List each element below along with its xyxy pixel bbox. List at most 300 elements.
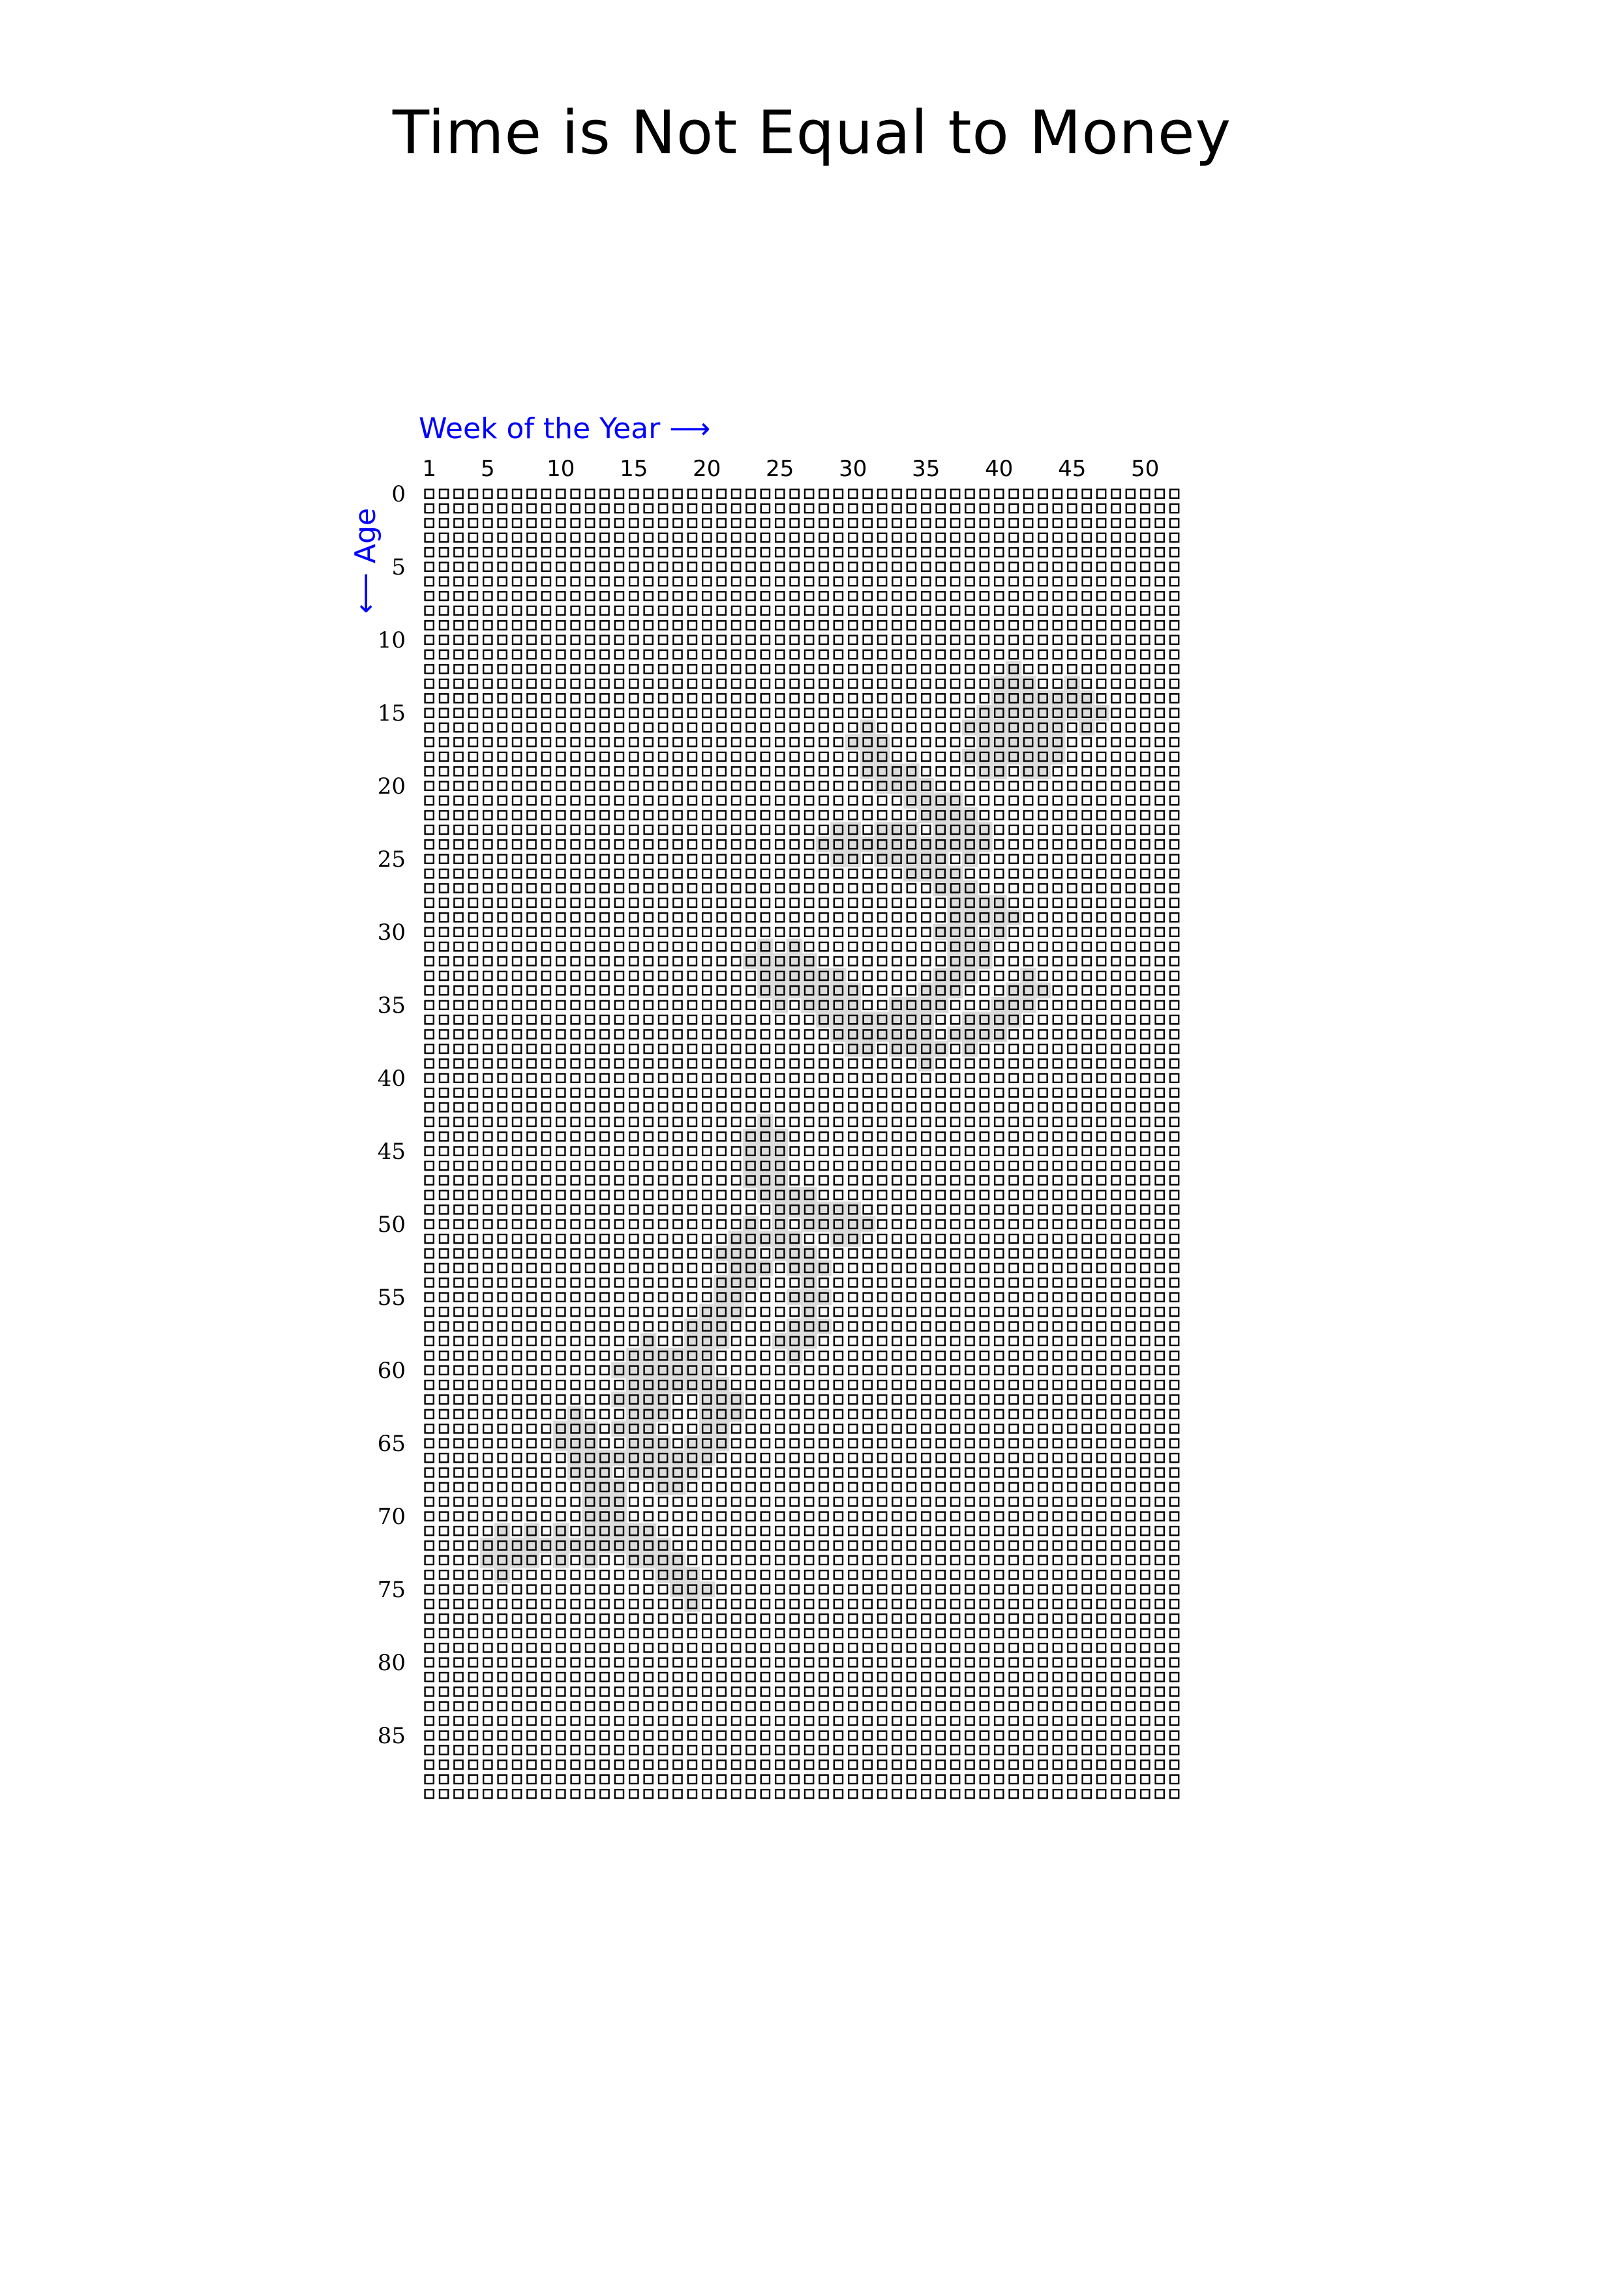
week-box <box>629 1059 638 1068</box>
week-box <box>1068 1439 1076 1448</box>
week-box <box>1170 1454 1179 1462</box>
week-box <box>878 606 886 615</box>
week-box <box>600 518 609 527</box>
week-box <box>1083 1702 1091 1711</box>
week-box <box>819 1585 828 1594</box>
week-box <box>498 811 507 819</box>
week-box <box>1053 1308 1062 1316</box>
week-box <box>864 680 872 688</box>
week-box <box>586 709 594 717</box>
week-box <box>629 1118 638 1126</box>
week-box <box>892 577 901 586</box>
week-box <box>1097 1614 1105 1623</box>
week-box <box>805 1658 813 1667</box>
week-box <box>864 548 872 556</box>
week-box <box>513 1351 521 1360</box>
week-box <box>922 942 930 951</box>
week-box <box>1126 1351 1135 1360</box>
week-box <box>586 1322 594 1330</box>
week-box <box>1097 490 1105 498</box>
week-box <box>702 1556 711 1564</box>
week-box <box>688 1512 697 1521</box>
week-box <box>454 1512 462 1521</box>
week-box <box>659 621 667 629</box>
week-box <box>1111 1658 1120 1667</box>
highlight-cell <box>582 1479 597 1495</box>
week-box <box>454 1118 462 1126</box>
week-box <box>1126 1643 1135 1652</box>
week-box <box>834 767 843 775</box>
week-box <box>732 1351 740 1360</box>
week-box <box>1068 1176 1076 1184</box>
week-box <box>571 490 580 498</box>
week-box <box>469 591 477 600</box>
week-box <box>556 636 565 644</box>
week-box <box>834 1045 843 1053</box>
week-box <box>1010 1424 1018 1433</box>
week-box <box>629 1074 638 1083</box>
week-box <box>1126 1658 1135 1667</box>
week-box <box>1097 899 1105 907</box>
week-box <box>571 1673 580 1681</box>
week-box <box>513 680 521 688</box>
week-box <box>1010 1205 1018 1214</box>
week-box <box>571 1234 580 1243</box>
week-box <box>702 884 711 892</box>
week-box <box>1126 1716 1135 1725</box>
week-box <box>469 1483 477 1491</box>
week-box <box>483 972 492 980</box>
week-box <box>717 1074 726 1083</box>
week-box <box>922 1234 930 1243</box>
week-box <box>527 723 535 732</box>
week-box <box>951 1074 959 1083</box>
week-box <box>1126 1585 1135 1594</box>
week-box <box>1126 1556 1135 1564</box>
week-box <box>761 1731 770 1740</box>
week-box <box>995 1161 1003 1170</box>
highlight-cell <box>816 968 832 983</box>
week-box <box>659 1278 667 1287</box>
week-box <box>1156 1278 1164 1287</box>
week-box <box>1038 899 1047 907</box>
week-box <box>790 1045 799 1053</box>
week-box <box>790 796 799 805</box>
week-box <box>1141 1147 1149 1156</box>
highlight-cell <box>626 1465 642 1480</box>
week-box <box>995 1702 1003 1711</box>
week-box <box>556 1337 565 1345</box>
week-box <box>819 1059 828 1068</box>
week-box <box>1068 518 1076 527</box>
week-box <box>469 840 477 848</box>
week-box <box>483 490 492 498</box>
week-box <box>673 1001 682 1010</box>
week-box <box>1083 1249 1091 1257</box>
week-box <box>615 1643 624 1652</box>
week-box <box>615 1585 624 1594</box>
week-box <box>922 1541 930 1549</box>
week-box <box>1053 1103 1062 1111</box>
week-box <box>937 1264 945 1272</box>
highlight-cell <box>684 1333 700 1349</box>
week-box <box>995 1205 1003 1214</box>
week-box <box>673 972 682 980</box>
week-box <box>702 972 711 980</box>
week-box <box>513 1716 521 1725</box>
week-box <box>469 1337 477 1345</box>
week-box <box>615 1191 624 1199</box>
week-box <box>1126 767 1135 775</box>
week-box <box>483 928 492 936</box>
week-box <box>746 884 755 892</box>
highlight-cell <box>538 1538 554 1553</box>
week-box <box>980 1322 989 1330</box>
highlight-cell <box>918 983 934 998</box>
week-box <box>965 621 974 629</box>
week-box <box>1038 533 1047 542</box>
week-box <box>1010 1191 1018 1199</box>
week-box <box>513 1395 521 1403</box>
week-box <box>995 1059 1003 1068</box>
week-box <box>440 1074 448 1083</box>
week-box <box>1141 840 1149 848</box>
week-box <box>425 1673 434 1681</box>
week-box <box>1141 1629 1149 1638</box>
week-box <box>937 1176 945 1184</box>
week-box <box>937 1454 945 1462</box>
week-box <box>673 884 682 892</box>
week-box <box>513 1483 521 1491</box>
week-box <box>1141 1673 1149 1681</box>
week-box <box>483 1191 492 1199</box>
week-box <box>790 1030 799 1038</box>
highlight-cell <box>845 997 861 1013</box>
highlight-cell <box>626 1523 642 1538</box>
week-box <box>1170 490 1179 498</box>
week-box <box>1010 1716 1018 1725</box>
week-box <box>454 1161 462 1170</box>
week-box <box>498 1629 507 1638</box>
week-box <box>659 1308 667 1316</box>
highlight-cell <box>757 1173 773 1188</box>
week-box <box>790 1746 799 1754</box>
week-box <box>615 986 624 995</box>
week-box <box>688 1234 697 1243</box>
week-box <box>805 1132 813 1141</box>
week-box <box>542 680 550 688</box>
week-box <box>527 1191 535 1199</box>
week-box <box>483 1322 492 1330</box>
week-box <box>1024 1702 1032 1711</box>
week-box <box>717 1673 726 1681</box>
highlight-cell <box>655 1435 670 1451</box>
week-box <box>673 840 682 848</box>
highlight-cell <box>480 1552 496 1568</box>
week-box <box>746 1585 755 1594</box>
week-box <box>790 1410 799 1418</box>
week-box <box>1024 563 1032 571</box>
week-box <box>965 577 974 586</box>
week-box <box>1053 1264 1062 1272</box>
week-box <box>1024 840 1032 848</box>
week-box <box>805 826 813 834</box>
week-box <box>849 753 857 761</box>
week-box <box>746 563 755 571</box>
week-box <box>1170 869 1179 878</box>
highlight-cell <box>933 924 948 940</box>
week-box <box>600 709 609 717</box>
week-box <box>688 1497 697 1506</box>
week-box <box>571 1483 580 1491</box>
week-box <box>542 884 550 892</box>
week-box <box>1024 1234 1032 1243</box>
week-box <box>849 1395 857 1403</box>
week-box <box>907 1161 916 1170</box>
week-box <box>819 899 828 907</box>
week-box <box>586 1395 594 1403</box>
week-box <box>629 1673 638 1681</box>
week-box <box>892 1570 901 1579</box>
week-box <box>425 1351 434 1360</box>
week-box <box>527 490 535 498</box>
week-box <box>790 1673 799 1681</box>
week-box <box>980 1074 989 1083</box>
week-box <box>454 1585 462 1594</box>
week-box <box>498 694 507 702</box>
week-box <box>440 1731 448 1740</box>
week-box <box>761 1512 770 1521</box>
highlight-cell <box>962 968 978 983</box>
week-box <box>556 504 565 513</box>
week-box <box>440 518 448 527</box>
week-box <box>717 811 726 819</box>
week-box <box>513 869 521 878</box>
week-box <box>1170 723 1179 732</box>
week-box <box>615 1088 624 1097</box>
week-box <box>1170 1556 1179 1564</box>
week-box <box>1038 1059 1047 1068</box>
week-box <box>834 490 843 498</box>
highlight-cell <box>903 851 919 867</box>
week-box <box>980 563 989 571</box>
week-box <box>1126 1264 1135 1272</box>
week-box <box>527 738 535 746</box>
week-box <box>980 1746 989 1754</box>
week-box <box>454 1600 462 1608</box>
week-box <box>1126 826 1135 834</box>
week-box <box>805 723 813 732</box>
week-box <box>775 1570 784 1579</box>
week-box <box>1111 591 1120 600</box>
week-box <box>1141 577 1149 586</box>
week-box <box>483 1731 492 1740</box>
week-box <box>1111 1278 1120 1287</box>
week-box <box>980 1147 989 1156</box>
week-box <box>732 796 740 805</box>
week-box <box>1083 563 1091 571</box>
week-box <box>1170 928 1179 936</box>
week-box <box>951 1629 959 1638</box>
week-box <box>922 1468 930 1476</box>
week-box <box>1068 650 1076 659</box>
week-box <box>615 1045 624 1053</box>
week-box <box>922 1395 930 1403</box>
week-box <box>819 1366 828 1375</box>
week-box <box>556 796 565 805</box>
week-box <box>746 621 755 629</box>
highlight-cell <box>714 1392 729 1407</box>
week-box <box>615 826 624 834</box>
week-box <box>732 1059 740 1068</box>
week-box <box>513 1147 521 1156</box>
week-box <box>907 1088 916 1097</box>
week-box <box>1083 753 1091 761</box>
week-box <box>440 1337 448 1345</box>
week-box <box>717 518 726 527</box>
highlight-cell <box>845 822 861 837</box>
week-box <box>440 753 448 761</box>
week-box <box>688 957 697 965</box>
highlight-cell <box>553 1538 569 1553</box>
week-box <box>951 1147 959 1156</box>
week-box <box>498 577 507 586</box>
week-box <box>732 972 740 980</box>
week-box <box>834 1074 843 1083</box>
week-box <box>659 796 667 805</box>
week-box <box>1097 767 1105 775</box>
week-box <box>878 1570 886 1579</box>
week-box <box>849 884 857 892</box>
week-box <box>1038 1585 1047 1594</box>
highlight-cell <box>962 938 978 954</box>
week-box <box>1156 738 1164 746</box>
week-box <box>746 1716 755 1725</box>
week-box <box>454 972 462 980</box>
week-box <box>469 913 477 921</box>
week-box <box>746 972 755 980</box>
week-box <box>965 869 974 878</box>
week-box <box>761 1293 770 1302</box>
week-box <box>1010 1132 1018 1141</box>
highlight-cell <box>845 1026 861 1042</box>
week-box <box>513 665 521 673</box>
highlight-cell <box>640 1450 656 1465</box>
week-box <box>995 665 1003 673</box>
week-box <box>527 1673 535 1681</box>
week-box <box>980 1614 989 1623</box>
week-box <box>980 1424 989 1433</box>
week-box <box>1126 490 1135 498</box>
week-box <box>746 1118 755 1126</box>
week-box <box>454 490 462 498</box>
week-box <box>937 1629 945 1638</box>
week-box <box>951 1497 959 1506</box>
week-box <box>1097 621 1105 629</box>
week-box <box>892 753 901 761</box>
week-box <box>600 1658 609 1667</box>
week-box <box>980 1278 989 1287</box>
week-box <box>922 490 930 498</box>
week-box <box>761 636 770 644</box>
week-box <box>702 1468 711 1476</box>
week-box <box>1170 1293 1179 1302</box>
week-box <box>513 606 521 615</box>
week-box <box>469 1103 477 1111</box>
week-box <box>688 591 697 600</box>
highlight-cell <box>845 1011 861 1027</box>
week-box <box>980 650 989 659</box>
week-box <box>775 1687 784 1696</box>
week-box <box>659 1264 667 1272</box>
week-box <box>440 928 448 936</box>
week-box <box>805 811 813 819</box>
week-box <box>688 1658 697 1667</box>
week-box <box>513 1381 521 1389</box>
week-box <box>907 694 916 702</box>
week-box <box>673 1658 682 1667</box>
week-box <box>907 1541 916 1549</box>
week-box <box>1083 1468 1091 1476</box>
week-box <box>878 1351 886 1360</box>
week-box <box>600 577 609 586</box>
week-box <box>1156 913 1164 921</box>
week-box <box>1053 826 1062 834</box>
week-box <box>746 986 755 995</box>
week-box <box>615 504 624 513</box>
week-box <box>659 1249 667 1257</box>
week-box <box>1141 1103 1149 1111</box>
week-box <box>1053 972 1062 980</box>
week-box <box>483 957 492 965</box>
week-box <box>878 1424 886 1433</box>
week-box <box>980 1468 989 1476</box>
week-box <box>1068 1337 1076 1345</box>
week-box <box>542 1132 550 1141</box>
week-box <box>1053 1439 1062 1448</box>
week-box <box>864 1322 872 1330</box>
week-box <box>629 1001 638 1010</box>
highlight-cell <box>1006 734 1021 750</box>
week-box <box>995 636 1003 644</box>
week-box <box>644 986 653 995</box>
week-box <box>1053 1366 1062 1375</box>
week-box <box>937 1249 945 1257</box>
week-box <box>819 1118 828 1126</box>
week-box <box>805 1702 813 1711</box>
week-box <box>1141 1468 1149 1476</box>
week-box <box>907 665 916 673</box>
week-box <box>1097 1702 1105 1711</box>
week-box <box>922 650 930 659</box>
week-box <box>819 1483 828 1491</box>
week-box <box>454 1205 462 1214</box>
week-box <box>659 826 667 834</box>
week-box <box>1156 1585 1164 1594</box>
week-box <box>586 518 594 527</box>
week-box <box>717 1643 726 1652</box>
week-box <box>440 1497 448 1506</box>
highlight-cell <box>947 910 963 925</box>
week-box <box>498 1220 507 1229</box>
week-box <box>761 1746 770 1754</box>
week-box <box>702 986 711 995</box>
week-box <box>937 1030 945 1038</box>
week-box <box>1111 1556 1120 1564</box>
week-box <box>688 811 697 819</box>
week-box <box>965 1439 974 1448</box>
week-box <box>951 1585 959 1594</box>
